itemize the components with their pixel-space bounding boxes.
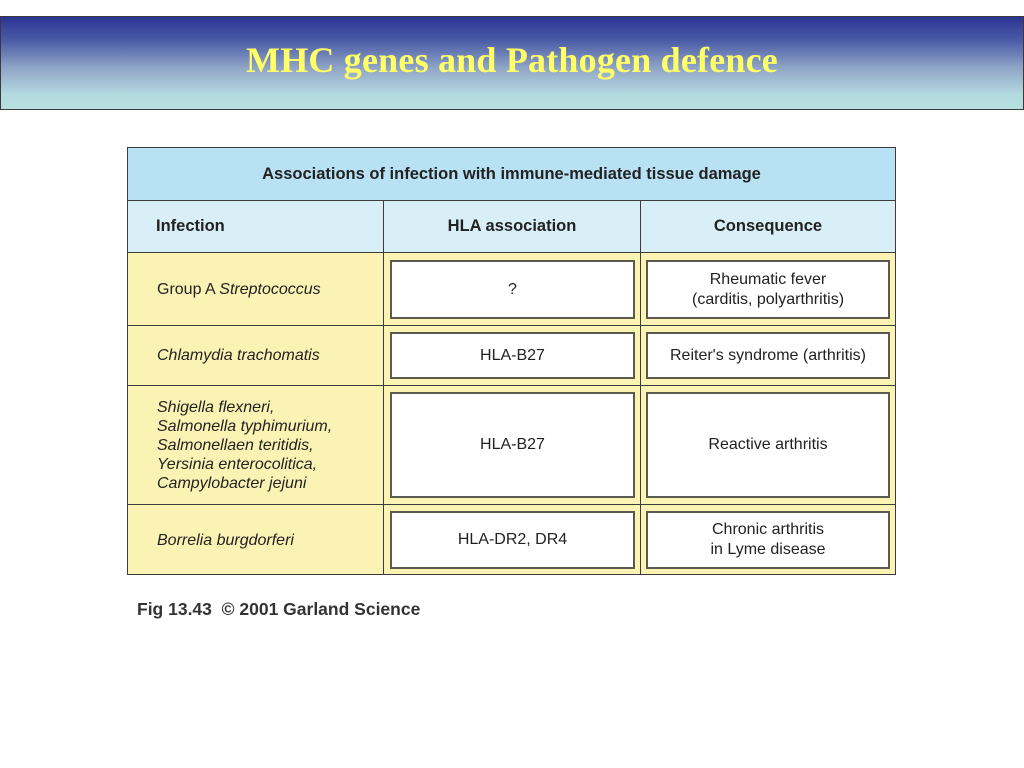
table-row [128,386,895,505]
hla-text: HLA-B27 [480,436,545,453]
infection-cell [157,386,332,504]
figure-caption: Fig 13.43 © 2001 Garland Science [137,599,421,619]
consequence-cell [646,332,890,379]
header-consequence: Consequence [713,217,823,235]
infection-italic: Shigella flexneri, [157,398,275,416]
consequence-line: Reiter's syndrome (arthritis) [670,346,866,364]
infection-italic: Campylobacter jejuni [157,474,307,492]
table-header-row [128,201,895,253]
table-row [128,326,895,386]
infection-italic: Chlamydia trachomatis [157,347,320,364]
table-row [128,505,895,575]
consequence-cell [646,511,890,569]
table-caption: Associations of infection with immune-mediated tissue damage [128,148,895,201]
hla-text: HLA-DR2, DR4 [457,531,568,548]
infection-italic: Streptococcus [219,280,321,298]
hla-cell [390,260,635,319]
slide-title-bar [0,16,1024,110]
infection-italic: Salmonella typhimurium, [157,417,333,435]
header-infection: Infection [156,217,225,235]
infection-text: Group A [157,280,220,298]
hla-text: HLA-B27 [480,346,545,364]
consequence-line: Chronic arthritis [711,521,825,538]
infection-italic: Borrelia burgdorferi [157,531,294,549]
consequence-line: in Lyme disease [710,541,826,558]
associations-table [127,147,896,575]
hla-cell [390,511,635,569]
infection-cell [157,326,320,385]
consequence-line: Rheumatic fever [709,270,827,288]
hla-cell [390,392,635,498]
infection-italic: Salmonellaen teritidis, [157,436,314,454]
consequence-cell [646,260,890,319]
infection-cell [157,253,321,325]
header-hla-association: HLA association [447,217,577,235]
infection-italic: Yersinia enterocolitica, [157,455,318,473]
hla-cell [390,332,635,379]
infection-cell [157,505,294,575]
hla-text: ? [508,280,517,298]
consequence-cell [646,392,890,498]
slide-title: MHC genes and Pathogen defence [246,40,778,80]
table-row [128,253,895,326]
consequence-line: (carditis, polyarthritis) [691,290,845,308]
consequence-line: Reactive arthritis [708,436,828,453]
